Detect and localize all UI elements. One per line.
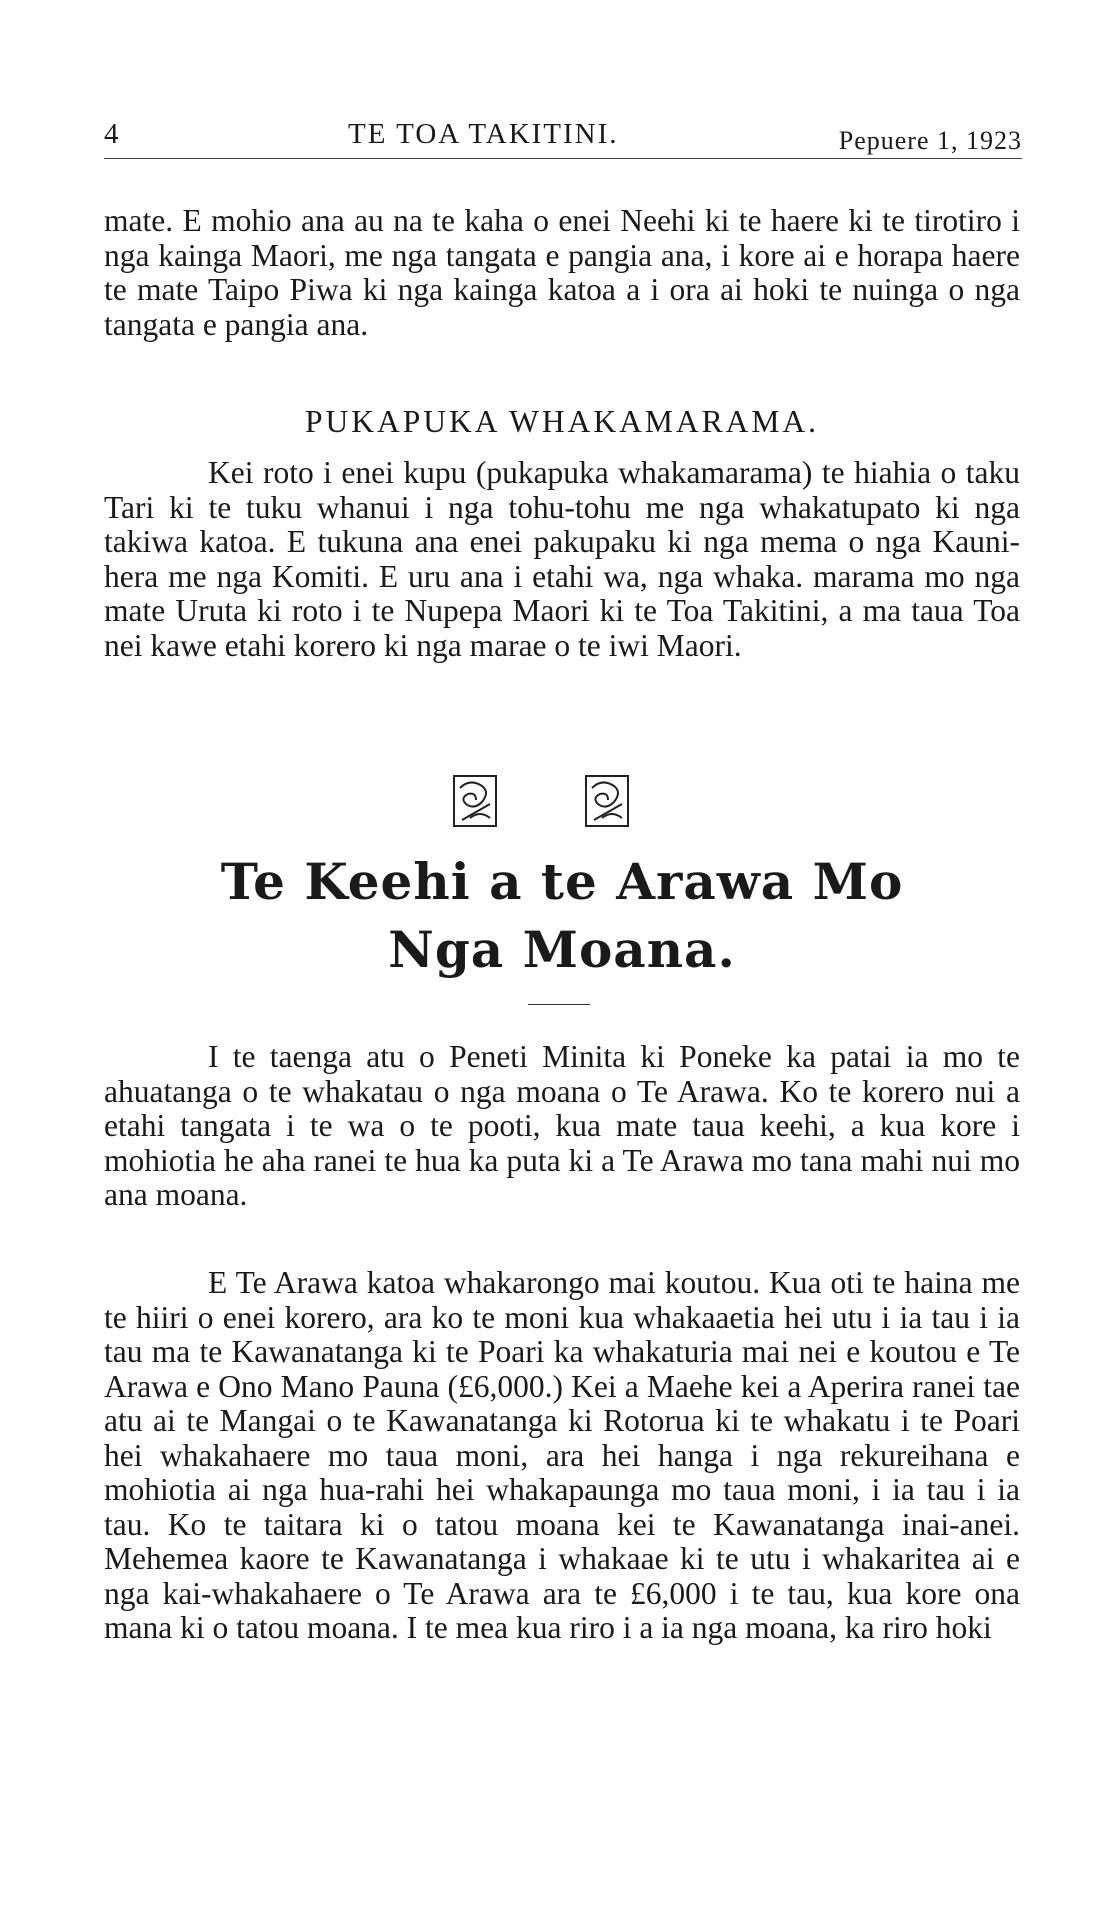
paragraph-pukapuka: Kei roto i enei kupu (pukapuka whakamarama) te hiahia o taku Tari ki te tuku whanui i nga tohu-tohu me nga whakatupato ki nga takiwa katoa. E tukuna ana enei pakupaku ki nga mema o nga Kauni-hera me nga Komiti. E uru ana i etahi wa, nga whaka. marama mo nga mate Uruta ki roto i te Nupepa Maori ki te Toa Takitini, a ma taua Toa nei kawe etahi korero ki nga marae o te iwi Maori. [104, 455, 1020, 663]
paragraph-peneti: I te taenga atu o Peneti Minita ki Poneke ka patai ia mo te ahuatanga o te whakatau o nga moana o Te Arawa. Ko te korero nui a etahi tangata i te wa o te pooti, kua mate taua keehi, a kua kore i mohiotia he aha ranei te hua ka puta ki a Te Arawa mo tana mahi nui mo ana moana. [104, 1039, 1020, 1212]
article-title [104, 848, 1020, 984]
paragraph-continuation: mate. E mohio ana au na te kaha o enei Neehi ki te haere ki te tirotiro i nga kainga Maori, me nga tangata e pangia ana, i kore ai e horapa haere te mate Taipo Piwa ki nga kainga katoa a i ora ai hoki te nuinga o nga tangata e pangia ana. [104, 203, 1020, 342]
paragraph-te-arawa: E Te Arawa katoa whakarongo mai koutou. Kua oti te haina me te hiiri o enei korero, ara ko te moni kua whakaaetia hei utu i ia tau i ia tau ma te Kawanatanga ki te Poari ka whakaturia mai nei e koutou e Te Arawa e Ono Mano Pauna (£6,000.) Kei a Maehe kei a Aperira ranei tae atu ai te Mangai o te Kawanatanga ki Rotorua ki te whakatu i te Poari hei whakahaere mo taua moni, ara hei hanga i nga rekureihana e mohiotia ai nga hua-rahi hei whakapaunga mo taua moni, i ia tau i ia tau. Ko te taitara ki o tatou moana kei te Kawanatanga inai-anei. Mehemea kaore te Kawanatanga i whakaae ki te utu i whakaritea ai e nga kai-whakahaere o Te Arawa ara te £6,000 i te tau, kua kore ona mana ki o tatou moana. I te mea kua riro i a ia nga moana, ka riro hoki [104, 1265, 1020, 1645]
article-title-line-1: Te Keehi a te Arawa Mo [220, 852, 904, 911]
issue-date: Pepuere 1, 1923 [838, 126, 1022, 155]
section-heading: PUKAPUKA WHAKAMARAMA. [305, 404, 819, 439]
fleuron-ornament-icon [452, 774, 498, 828]
publication-title: TE TOA TAKITINI. [348, 118, 619, 150]
page-number: 4 [104, 118, 120, 150]
ornament-divider [452, 774, 662, 828]
fleuron-ornament-icon [584, 774, 630, 828]
title-rule [528, 1004, 590, 1005]
header-divider [104, 158, 1022, 159]
running-header [104, 118, 1022, 158]
article-title-line-2: Nga Moana. [388, 920, 736, 979]
